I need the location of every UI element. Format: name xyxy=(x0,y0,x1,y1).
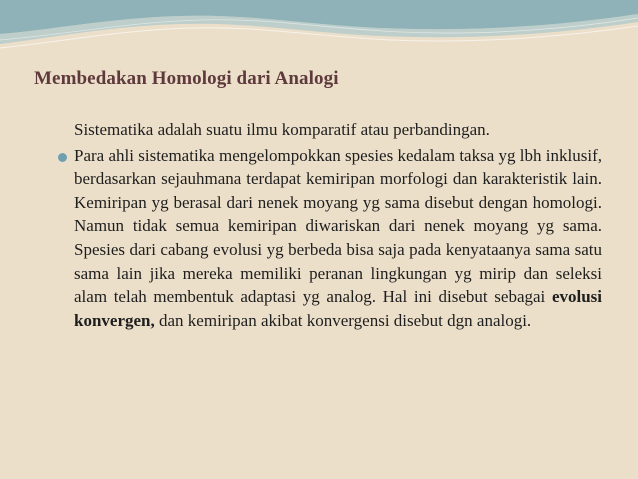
paragraph-text-before: Para ahli sistematika mengelompokkan spesies kedalam taksa yg lbh inklusif, berdasarkan sejauhmana terdapat kemiripan morfologi dan karakteristik lain. Kemiripan yg berasal dari nenek moyang yg sama disebut dengan homologi. Namun tidak semua kemiripan diwariskan dari nenek moyang yg sama. Spesies dari cabang evolusi yg berbeda bisa saja pada kenyataanya sama satu sama lain jika mereka memiliki peranan lingkungan yg mirip dan seleksi alam telah membentuk adaptasi yg analog. Hal ini disebut sebagai xyxy=(74,145,602,307)
paragraph-text-after: dan kemiripan akibat konvergensi disebut dgn analogi. xyxy=(154,310,532,330)
slide-title: Membedakan Homologi dari Analogi xyxy=(34,68,339,89)
slide-body xyxy=(74,118,602,332)
paragraph-ahli-sistematika xyxy=(74,144,602,333)
paragraph-sistematika: Sistematika adalah suatu ilmu komparatif atau perbandingan. xyxy=(74,120,490,139)
bullet-item xyxy=(74,144,602,333)
top-wave-decoration xyxy=(0,0,638,60)
filled-circle-bullet-icon xyxy=(58,153,67,162)
emphasis-evolusi-konvergen: evolusi konvergen, xyxy=(74,287,602,330)
